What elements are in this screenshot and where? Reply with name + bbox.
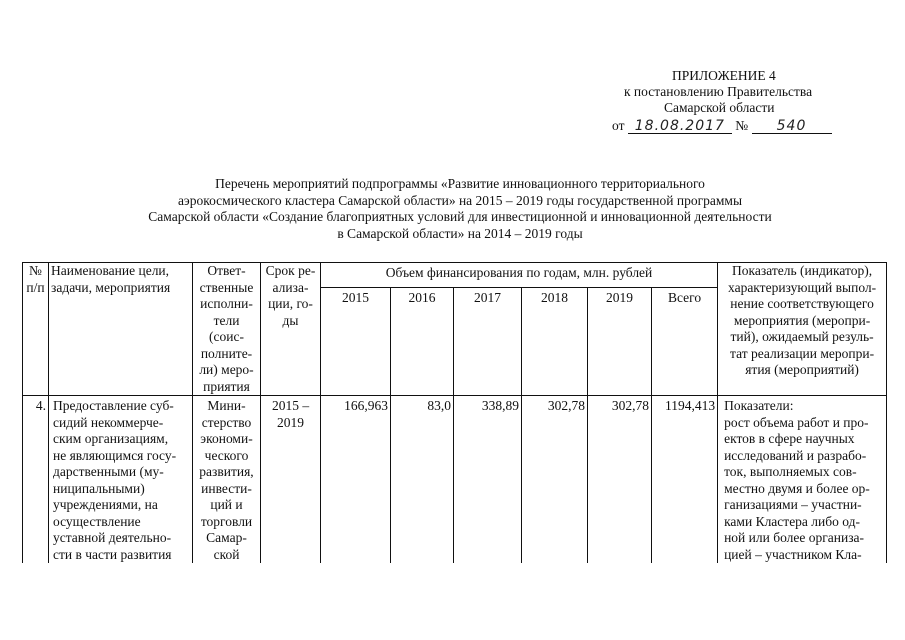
header-total: Всего [652,288,718,396]
handwritten-number: 540 [752,119,832,134]
row-indicator: Показатели: рост объема работ и про- ектов в сфере научных исследований и разрабо- ток, выполняемых сов- местно двумя и более ор- ганизациями – участни- ками Кластера либо од- ной или более организа- цией – участником Кла- [718,396,887,564]
header-year-2018: 2018 [522,288,588,396]
header-year-2017: 2017 [454,288,522,396]
header-year-2015: 2015 [321,288,391,396]
table-row [23,396,887,564]
number-label: № [735,118,749,133]
title-line: Самарской области «Создание благоприятных условий для инвестиционной и инновационной деятельности [148,209,772,224]
appendix-block [600,68,880,134]
appendix-line-region: Самарской области [664,100,775,115]
value-2015: 166,963 [321,396,391,564]
title-line: в Самарской области» на 2014 – 2019 годы [337,225,583,241]
from-label: от [612,118,625,133]
header-year-2019: 2019 [588,288,652,396]
row-number: 4. [23,396,49,564]
value-2018: 302,78 [522,396,588,564]
title-line: аэрокосмического кластера Самарской области» на 2015 – 2019 годы государственной программы [177,192,743,208]
header-responsible: Ответ- ственные исполни- тели (соис- полните- ли) меро- приятия [193,263,261,396]
header-year-2016: 2016 [391,288,454,396]
value-2019: 302,78 [588,396,652,564]
row-responsible: Мини- стерство экономи- ческого развития, инвести- ций и торговли Самар- ской [193,396,261,564]
document-title [80,176,840,242]
appendix-line-resolution: к постановлению Правительства [624,84,813,99]
value-total: 1194,413 [652,396,718,564]
header-funding: Объем финансирования по годам, млн. рублей [321,263,718,288]
handwritten-date: 18.08.2017 [628,119,732,134]
value-2017: 338,89 [454,396,522,564]
header-indicator: Показатель (индикатор), характеризующий выпол- нение соответствующего мероприятия (меропри- тий), ожидаемый резуль- тат реализации меропри- ятия (мероприятий) [718,263,887,396]
value-2016: 83,0 [391,396,454,564]
row-term: 2015 – 2019 [261,396,321,564]
title-line: Перечень мероприятий подпрограммы «Развитие инновационного территориального [215,176,705,191]
row-activity-name: Предоставление суб- сидий некоммерче- ским организациям, не являющимся госу- дарственными (му- ниципальными) учреждениями, на осуществление уставной деятельно- сти в части развития [49,396,193,564]
header-name: Наименование цели, задачи, мероприятия [49,263,193,396]
header-num: № п/п [23,263,49,396]
header-term: Срок ре- ализа- ции, го- ды [261,263,321,396]
appendix-date-number [600,118,880,134]
activities-table [22,262,887,563]
appendix-heading: ПРИЛОЖЕНИЕ 4 [672,68,776,83]
